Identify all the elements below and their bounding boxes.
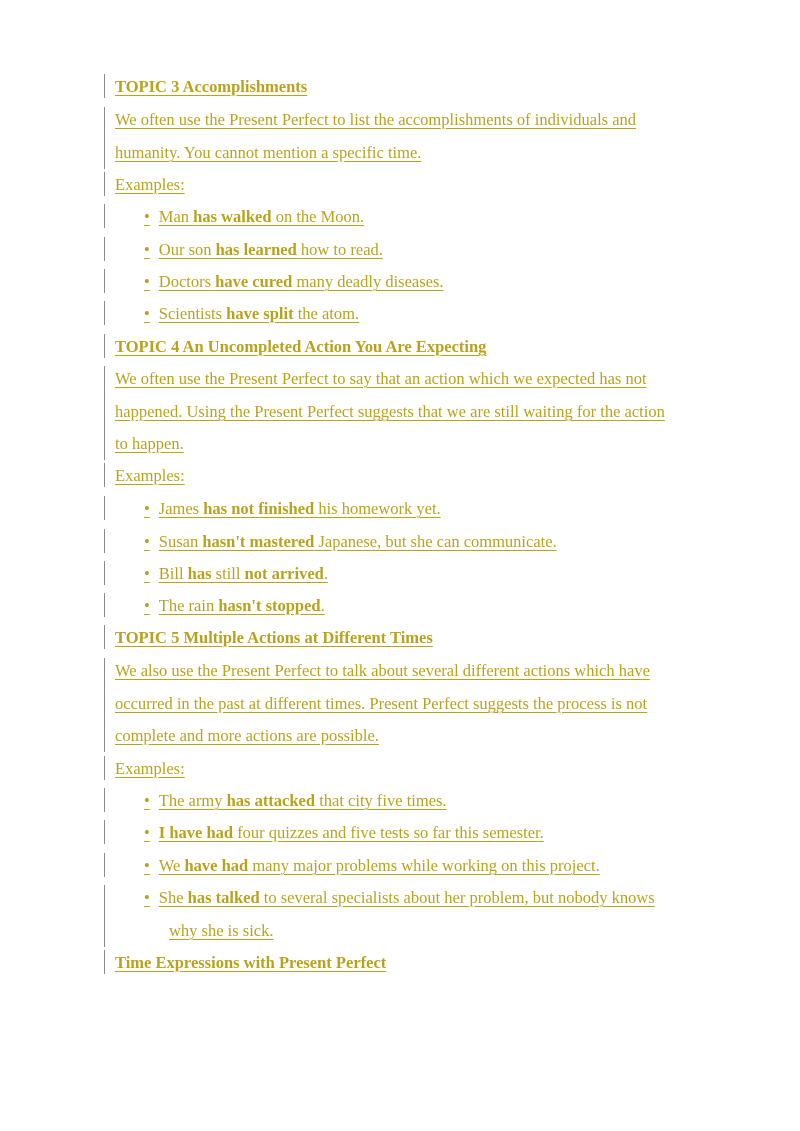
topic3-heading: TOPIC 3 Accomplishments	[104, 71, 764, 103]
topic4-paragraph-line-3: to happen.	[104, 428, 764, 460]
bullet-icon: •	[144, 823, 150, 842]
bullet-icon: •	[144, 272, 150, 291]
topic5-paragraph-line-2: occurred in the past at different times. Present Perfect suggests the process is not	[104, 688, 764, 720]
list-item: • I have had four quizzes and five tests so far this semester.	[104, 817, 764, 849]
list-item: • Our son has learned how to read.	[104, 234, 764, 266]
bullet-icon: •	[144, 304, 150, 323]
list-item: • The rain hasn't stopped.	[104, 590, 764, 622]
list-item: • Man has walked on the Moon.	[104, 201, 764, 233]
topic4-heading: TOPIC 4 An Uncompleted Action You Are Expecting	[104, 331, 764, 363]
topic4-paragraph-line-2: happened. Using the Present Perfect suggests that we are still waiting for the action	[104, 396, 764, 428]
list-item: • Susan hasn't mastered Japanese, but she can communicate.	[104, 526, 764, 558]
list-item: • Doctors have cured many deadly diseases.	[104, 266, 764, 298]
list-item: • Scientists have split the atom.	[104, 298, 764, 330]
topic3-examples-label: Examples:	[104, 169, 764, 201]
list-item: • We have had many major problems while working on this project.	[104, 850, 764, 882]
list-item: • She has talked to several specialists about her problem, but nobody knows	[104, 882, 764, 914]
list-item: • The army has attacked that city five times.	[104, 785, 764, 817]
bullet-icon: •	[144, 207, 150, 226]
bullet-icon: •	[144, 564, 150, 583]
time-expressions-heading: Time Expressions with Present Perfect	[104, 947, 764, 979]
bullet-icon: •	[144, 856, 150, 875]
topic4-examples-label: Examples:	[104, 460, 764, 492]
bullet-icon: •	[144, 499, 150, 518]
bullet-icon: •	[144, 596, 150, 615]
list-item-continuation: why she is sick.	[104, 915, 764, 947]
topic3-paragraph-line-1: We often use the Present Perfect to list the accomplishments of individuals and	[104, 104, 764, 136]
topic3-paragraph-line-2: humanity. You cannot mention a specific time.	[104, 137, 764, 169]
topic5-paragraph-line-1: We also use the Present Perfect to talk about several different actions which have	[104, 655, 764, 687]
topic5-examples-label: Examples:	[104, 753, 764, 785]
list-item: • James has not finished his homework yet.	[104, 493, 764, 525]
bullet-icon: •	[144, 791, 150, 810]
topic5-paragraph-line-3: complete and more actions are possible.	[104, 720, 764, 752]
bullet-icon: •	[144, 888, 150, 907]
bullet-icon: •	[144, 532, 150, 551]
topic5-heading: TOPIC 5 Multiple Actions at Different Times	[104, 622, 764, 654]
topic4-paragraph-line-1: We often use the Present Perfect to say that an action which we expected has not	[104, 363, 764, 395]
list-item: • Bill has still not arrived.	[104, 558, 764, 590]
bullet-icon: •	[144, 240, 150, 259]
